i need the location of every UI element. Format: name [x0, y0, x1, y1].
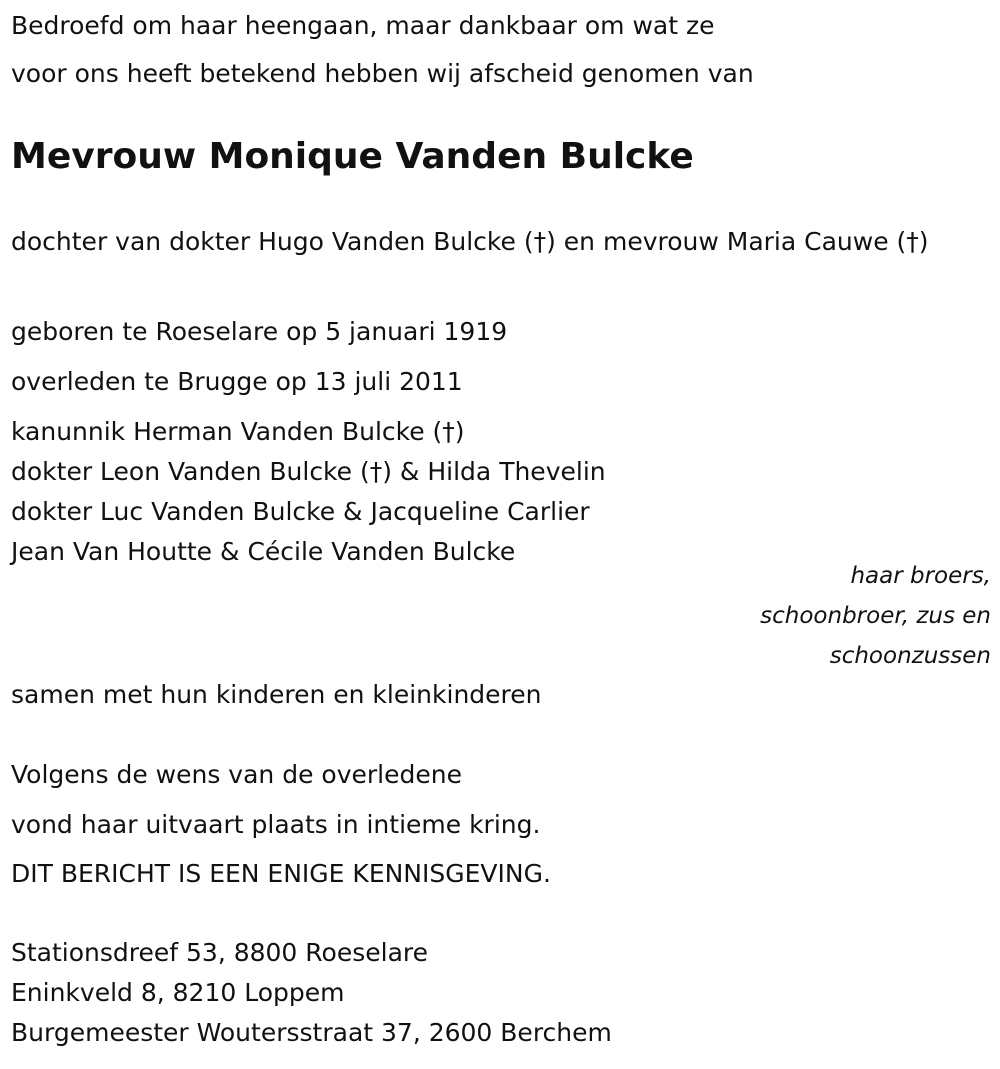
- together-line: samen met hun kinderen en kleinkinderen: [11, 680, 542, 709]
- intro-line-2: voor ons heeft betekend hebben wij afscheid genomen van: [11, 59, 754, 88]
- relative-item: Jean Van Houtte & Cécile Vanden Bulcke: [11, 537, 516, 566]
- relation-label-line: haar broers,: [850, 563, 991, 589]
- relatives-list: [11, 412, 606, 572]
- address-item: Stationsdreef 53, 8800 Roeselare: [11, 938, 428, 967]
- relative-item: kanunnik Herman Vanden Bulcke (†): [11, 417, 465, 446]
- intro-line-1: Bedroefd om haar heengaan, maar dankbaar om wat ze: [11, 11, 715, 40]
- address-item: Eninkveld 8, 8210 Loppem: [11, 978, 345, 1007]
- birth-line: geboren te Roeselare op 5 januari 1919: [11, 317, 508, 346]
- relation-label: [691, 556, 991, 676]
- death-line: overleden te Brugge op 13 juli 2011: [11, 367, 463, 396]
- relative-item: dokter Luc Vanden Bulcke & Jacqueline Carlier: [11, 497, 590, 526]
- address-list: [11, 933, 612, 1053]
- deceased-name: Mevrouw Monique Vanden Bulcke: [11, 136, 694, 177]
- address-item: Burgemeester Woutersstraat 37, 2600 Berchem: [11, 1018, 612, 1047]
- notice-line: DIT BERICHT IS EEN ENIGE KENNISGEVING.: [11, 859, 551, 888]
- relation-label-line: schoonzussen: [829, 643, 991, 669]
- funeral-line-1: Volgens de wens van de overledene: [11, 760, 462, 789]
- funeral-line-2: vond haar uitvaart plaats in intieme kring.: [11, 810, 541, 839]
- parents-line: dochter van dokter Hugo Vanden Bulcke (†) en mevrouw Maria Cauwe (†): [11, 227, 929, 256]
- relative-item: dokter Leon Vanden Bulcke (†) & Hilda Thevelin: [11, 457, 606, 486]
- relation-label-line: schoonbroer, zus en: [760, 603, 991, 629]
